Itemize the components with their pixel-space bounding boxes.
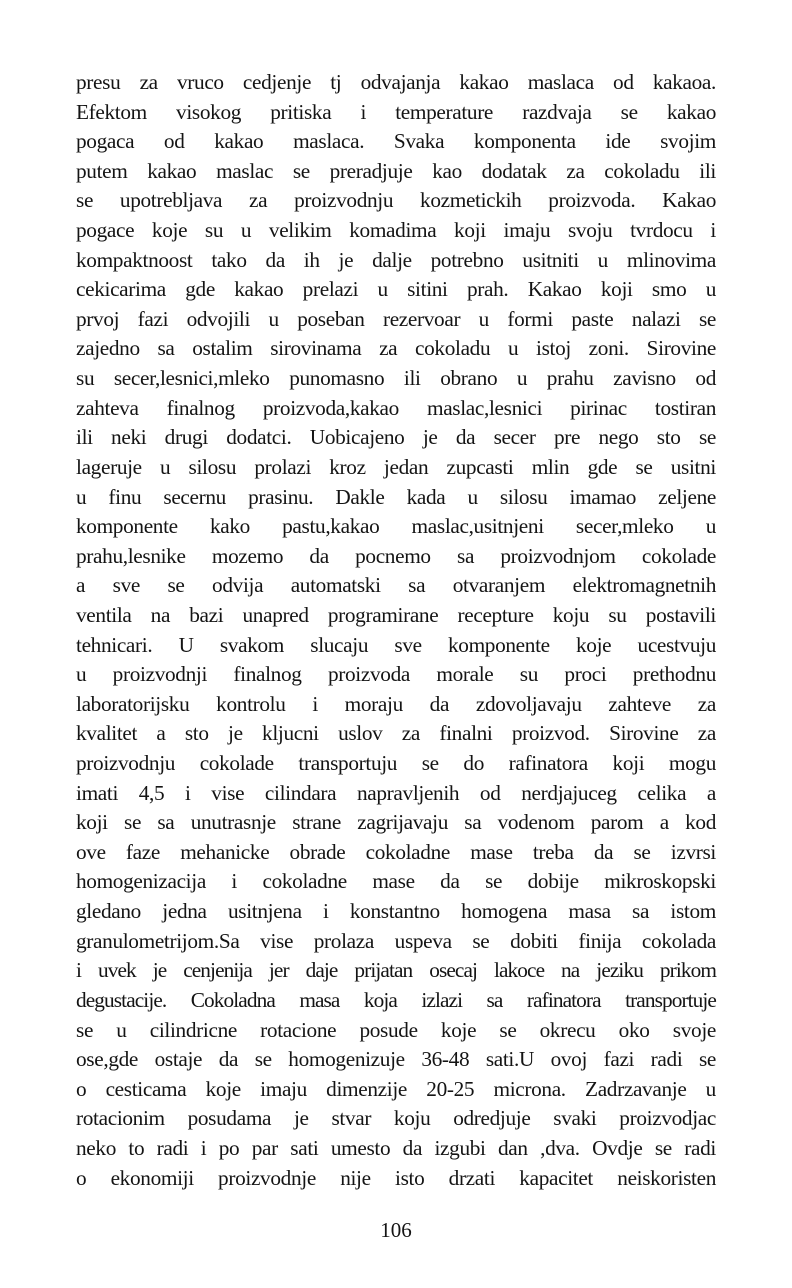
text-line: pogace koje su u velikim komadima koji imaju svoju tvrdocu i <box>76 218 716 243</box>
text-line: ose,gde ostaje da se homogenizuje 36-48 sati.U ovoj fazi radi se <box>76 1047 716 1072</box>
text-line: kompaktnoost tako da ih je dalje potrebno usitniti u mlinovima <box>76 247 716 272</box>
page-number: 106 <box>380 1218 412 1242</box>
text-line: Efektom visokog pritiska i temperature razdvaja se kakao <box>76 99 716 124</box>
document-body <box>76 68 716 1193</box>
text-line: u proizvodnji finalnog proizvoda morale su proci prethodnu <box>76 662 716 687</box>
text-line: presu za vruco cedjenje tj odvajanja kakao maslaca od kakaoa. <box>76 70 716 94</box>
text-line: kvalitet a sto je kljucni uslov za finalni proizvod. Sirovine za <box>76 721 716 746</box>
text-line: prahu,lesnike mozemo da pocnemo sa proizvodnjom cokolade <box>76 543 716 568</box>
text-line: gledano jedna usitnjena i konstantno homogena masa sa istom <box>76 899 716 924</box>
text-line: laboratorijsku kontrolu i moraju da zdovoljavaju zahteve za <box>76 691 716 716</box>
text-line: se u cilindricne rotacione posude koje se okrecu oko svoje <box>76 1017 716 1042</box>
text-line: koji se sa unutrasnje strane zagrijavaju sa vodenom parom a kod <box>76 810 716 835</box>
text-line: se upotrebljava za proizvodnju kozmetickih proizvoda. Kakao <box>76 188 716 213</box>
text-line: pogaca od kakao maslaca. Svaka komponenta ide svojim <box>76 129 716 154</box>
text-line: su secer,lesnici,mleko punomasno ili obrano u prahu zavisno od <box>76 366 716 391</box>
text-line: putem kakao maslac se preradjuje kao dodatak za cokoladu ili <box>76 158 716 183</box>
text-line: i uvek je cenjenija jer daje prijatan osecaj lakoce na jeziku prikom <box>76 958 716 983</box>
text-line: imati 4,5 i vise cilindara napravljenih od nerdjajuceg celika a <box>76 780 716 805</box>
text-line: zahteva finalnog proizvoda,kakao maslac,lesnici pirinac tostiran <box>76 395 716 420</box>
text-line: granulometrijom.Sa vise prolaza uspeva se dobiti finija cokolada <box>76 928 716 953</box>
text-line: neko to radi i po par sati umesto da izgubi dan ,dva. Ovdje se radi <box>76 1135 716 1160</box>
text-line: o ekonomiji proizvodnje nije isto drzati kapacitet neiskoristen <box>76 1165 716 1190</box>
text-line: komponente kako pastu,kakao maslac,usitnjeni secer,mleko u <box>76 514 716 539</box>
text-line: tehnicari. U svakom slucaju sve komponente koje ucestvuju <box>76 632 716 657</box>
text-line: proizvodnju cokolade transportuju se do rafinatora koji mogu <box>76 751 716 776</box>
text-line: ili neki drugi dodatci. Uobicajeno je da secer pre nego sto se <box>76 425 716 450</box>
text-line: degustacije. Cokoladna masa koja izlazi sa rafinatora transportuje <box>76 987 716 1012</box>
text-line: ove faze mehanicke obrade cokoladne mase treba da se izvrsi <box>76 839 716 864</box>
text-line: lageruje u silosu prolazi kroz jedan zupcasti mlin gde se usitni <box>76 454 716 479</box>
text-line: a sve se odvija automatski sa otvaranjem elektromagnetnih <box>76 573 716 598</box>
text-line: prvoj fazi odvojili u poseban rezervoar u formi paste nalazi se <box>76 306 716 331</box>
text-line: zajedno sa ostalim sirovinama za cokoladu u istoj zoni. Sirovine <box>76 336 716 361</box>
text-line: cekicarima gde kakao prelazi u sitini prah. Kakao koji smo u <box>76 277 716 302</box>
text-line: o cesticama koje imaju dimenzije 20-25 microna. Zadrzavanje u <box>76 1076 716 1101</box>
text-line: homogenizacija i cokoladne mase da se dobije mikroskopski <box>76 869 716 894</box>
text-line: ventila na bazi unapred programirane recepture koju su postavili <box>76 602 716 627</box>
text-line: rotacionim posudama je stvar koju odredjuje svaki proizvodjac <box>76 1106 716 1131</box>
text-line: u finu secernu prasinu. Dakle kada u silosu imamao zeljene <box>76 484 716 509</box>
